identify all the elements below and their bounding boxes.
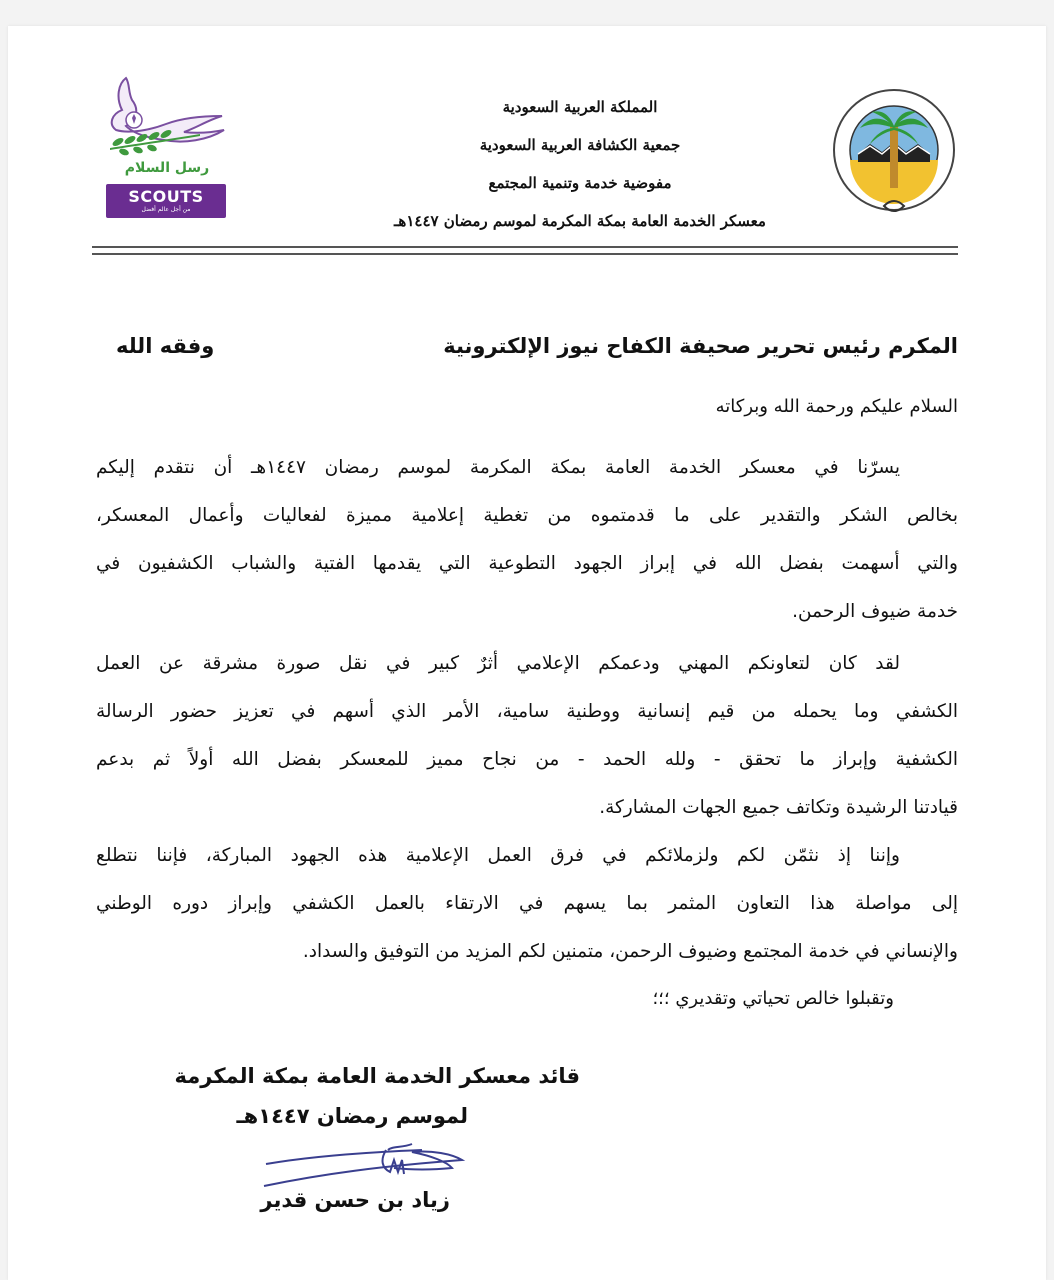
letterhead-line-kingdom: المملكة العربية السعودية bbox=[502, 98, 658, 116]
paragraph-1 bbox=[96, 444, 958, 636]
paragraph-line: الكشفية وإبراز ما تحقق - ولله الحمد - من نجاح مميز للمعسكر بفضل الله أولاً ثم بدعم bbox=[96, 749, 958, 770]
signatory-season: لموسم رمضان ١٤٤٧هـ bbox=[236, 1104, 468, 1128]
greeting: السلام عليكم ورحمة الله وبركاته bbox=[715, 396, 958, 417]
letterhead-divider bbox=[92, 246, 958, 255]
signatory-name: زياد بن حسن قدير bbox=[260, 1188, 450, 1212]
addressee-line bbox=[96, 334, 958, 370]
blessing: وفقه الله bbox=[116, 334, 215, 358]
handwritten-signature-icon bbox=[262, 1140, 472, 1200]
paragraph-line: خدمة ضيوف الرحمن. bbox=[792, 601, 958, 622]
letterhead-line-camp: معسكر الخدمة العامة بمكة المكرمة لموسم رمضان ١٤٤٧هـ bbox=[394, 212, 766, 230]
paragraph-line: والإنساني في خدمة المجتمع وضيوف الرحمن، متمنين لكم المزيد من التوفيق والسداد. bbox=[302, 941, 958, 962]
dove-icon bbox=[104, 74, 230, 160]
letterhead-line-association: جمعية الكشافة العربية السعودية bbox=[479, 136, 681, 154]
messengers-of-peace-logo bbox=[104, 74, 230, 224]
paragraph-line: إلى مواصلة هذا التعاون المثمر بما يسهم في الارتقاء بالعمل الكشفي وإبراز دوره الوطني bbox=[96, 893, 958, 914]
letterhead-text bbox=[394, 88, 766, 240]
paragraph-line: الكشفي وما يحمله من قيم إنسانية ووطنية سامية، الأمر الذي أسهم في تعزيز حضور الرسالة bbox=[96, 701, 958, 722]
paragraph-line: يسرّنا في معسكر الخدمة العامة بمكة المكرمة لموسم رمضان ١٤٤٧هـ أن نتقدم إليكم bbox=[96, 457, 900, 478]
scouts-association-emblem bbox=[828, 88, 960, 218]
closing-line: وتقبلوا خالص تحياتي وتقديري ؛؛؛ bbox=[652, 988, 894, 1009]
letterhead-line-commission: مفوضية خدمة وتنمية المجتمع bbox=[488, 174, 672, 192]
palm-emblem-icon bbox=[828, 88, 960, 218]
scouts-wordmark: SCOUTS bbox=[128, 187, 204, 206]
addressee: المكرم رئيس تحرير صحيفة الكفاح نيوز الإلكترونية bbox=[443, 334, 958, 358]
paragraph-line: لقد كان لتعاونكم المهني ودعمكم الإعلامي أثرٌ كبير في نقل صورة مشرقة عن العمل bbox=[96, 653, 900, 674]
paragraph-line: قيادتنا الرشيدة وتكاتف جميع الجهات المشاركة. bbox=[599, 797, 958, 818]
paragraph-2 bbox=[96, 640, 958, 832]
scouts-slogan: من أجل عالم أفضل bbox=[141, 206, 191, 213]
paragraph-3 bbox=[96, 832, 958, 976]
scouts-banner bbox=[106, 184, 226, 218]
paragraph-line: وإننا إذ نثمّن لكم ولزملائكم في فرق العمل الإعلامية هذه الجهود المباركة، فإننا نتطلع bbox=[96, 845, 900, 866]
paragraph-line: بخالص الشكر والتقدير على ما قدمتموه من تغطية إعلامية مميزة لفعاليات وأعمال المعسكر، bbox=[96, 505, 958, 526]
peace-messengers-text: رسل السلام bbox=[124, 160, 210, 176]
signatory-title: قائد معسكر الخدمة العامة بمكة المكرمة bbox=[174, 1064, 580, 1088]
paragraph-line: والتي أسهمت بفضل الله في إبراز الجهود التطوعية التي يقدمها الفتية والشباب الكشفيون في bbox=[96, 553, 958, 574]
